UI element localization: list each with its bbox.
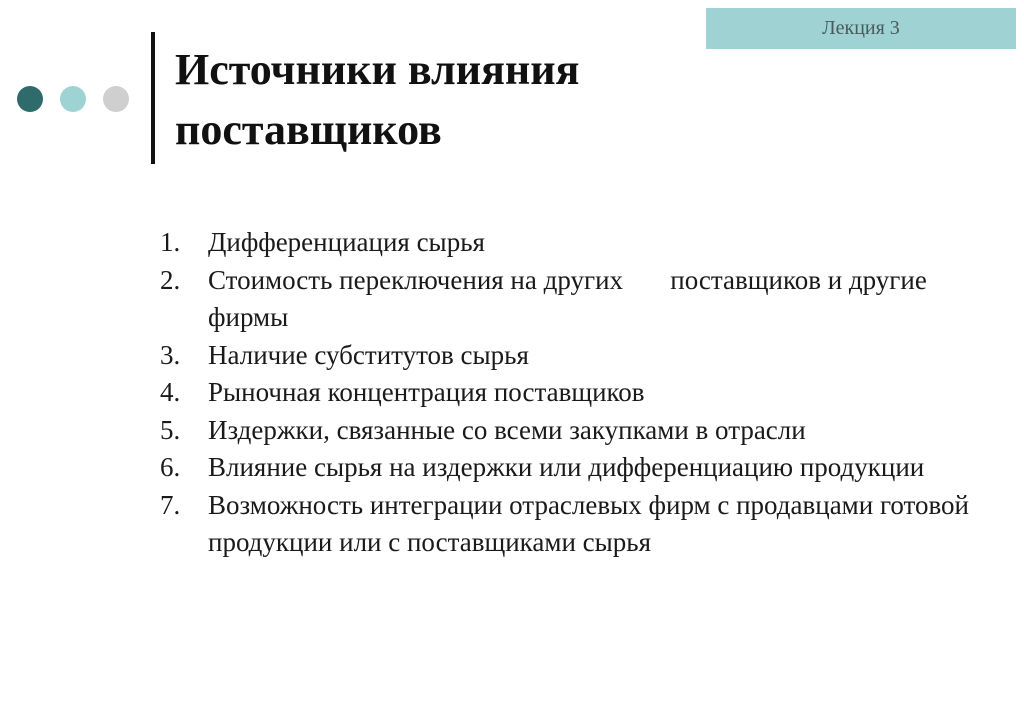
list-item-number: 1. — [160, 227, 181, 257]
list-item-number: 5. — [160, 414, 181, 445]
lecture-badge-label: Лекция 3 — [822, 17, 900, 39]
lecture-badge — [706, 8, 1016, 49]
list-item-text: Возможность интеграции отраслевых фирм с продавцами готовой продукции или с поставщиками сырья — [208, 489, 976, 557]
list-item-number: 2. — [160, 264, 181, 295]
list-item-text: Рыночная концентрация поставщиков — [208, 377, 645, 407]
dot-dark-icon — [17, 86, 43, 112]
list-item-text: Дифференциация сырья — [208, 227, 485, 257]
list-item — [160, 262, 980, 337]
list-item — [160, 224, 980, 262]
slide-title-line-2: поставщиков — [175, 105, 442, 154]
slide-title-line-1: Источники влияния — [175, 45, 580, 94]
dot-teal-icon — [60, 86, 86, 112]
decorative-dots — [17, 86, 129, 112]
list-item-number: 4. — [160, 377, 181, 407]
list-item-text: Наличие субститутов сырья — [208, 339, 529, 370]
factors-list — [160, 224, 980, 562]
list-item — [160, 487, 980, 562]
slide-title — [175, 40, 695, 160]
list-item-number: 6. — [160, 452, 181, 482]
list-item-text: Влияние сырья на издержки или дифференциацию продукции — [208, 452, 925, 482]
list-item — [160, 449, 980, 487]
title-divider — [151, 32, 155, 164]
list-item-number: 3. — [160, 339, 181, 370]
list-item-text: Издержки, связанные со всеми закупками в отрасли — [208, 414, 806, 445]
list-item — [160, 412, 980, 450]
list-item-text: Стоимость переключения на других поставщиков и другие фирмы — [208, 264, 934, 332]
list-item-number: 7. — [160, 489, 181, 520]
dot-gray-icon — [103, 86, 129, 112]
list-item — [160, 374, 980, 412]
list-item — [160, 337, 980, 375]
